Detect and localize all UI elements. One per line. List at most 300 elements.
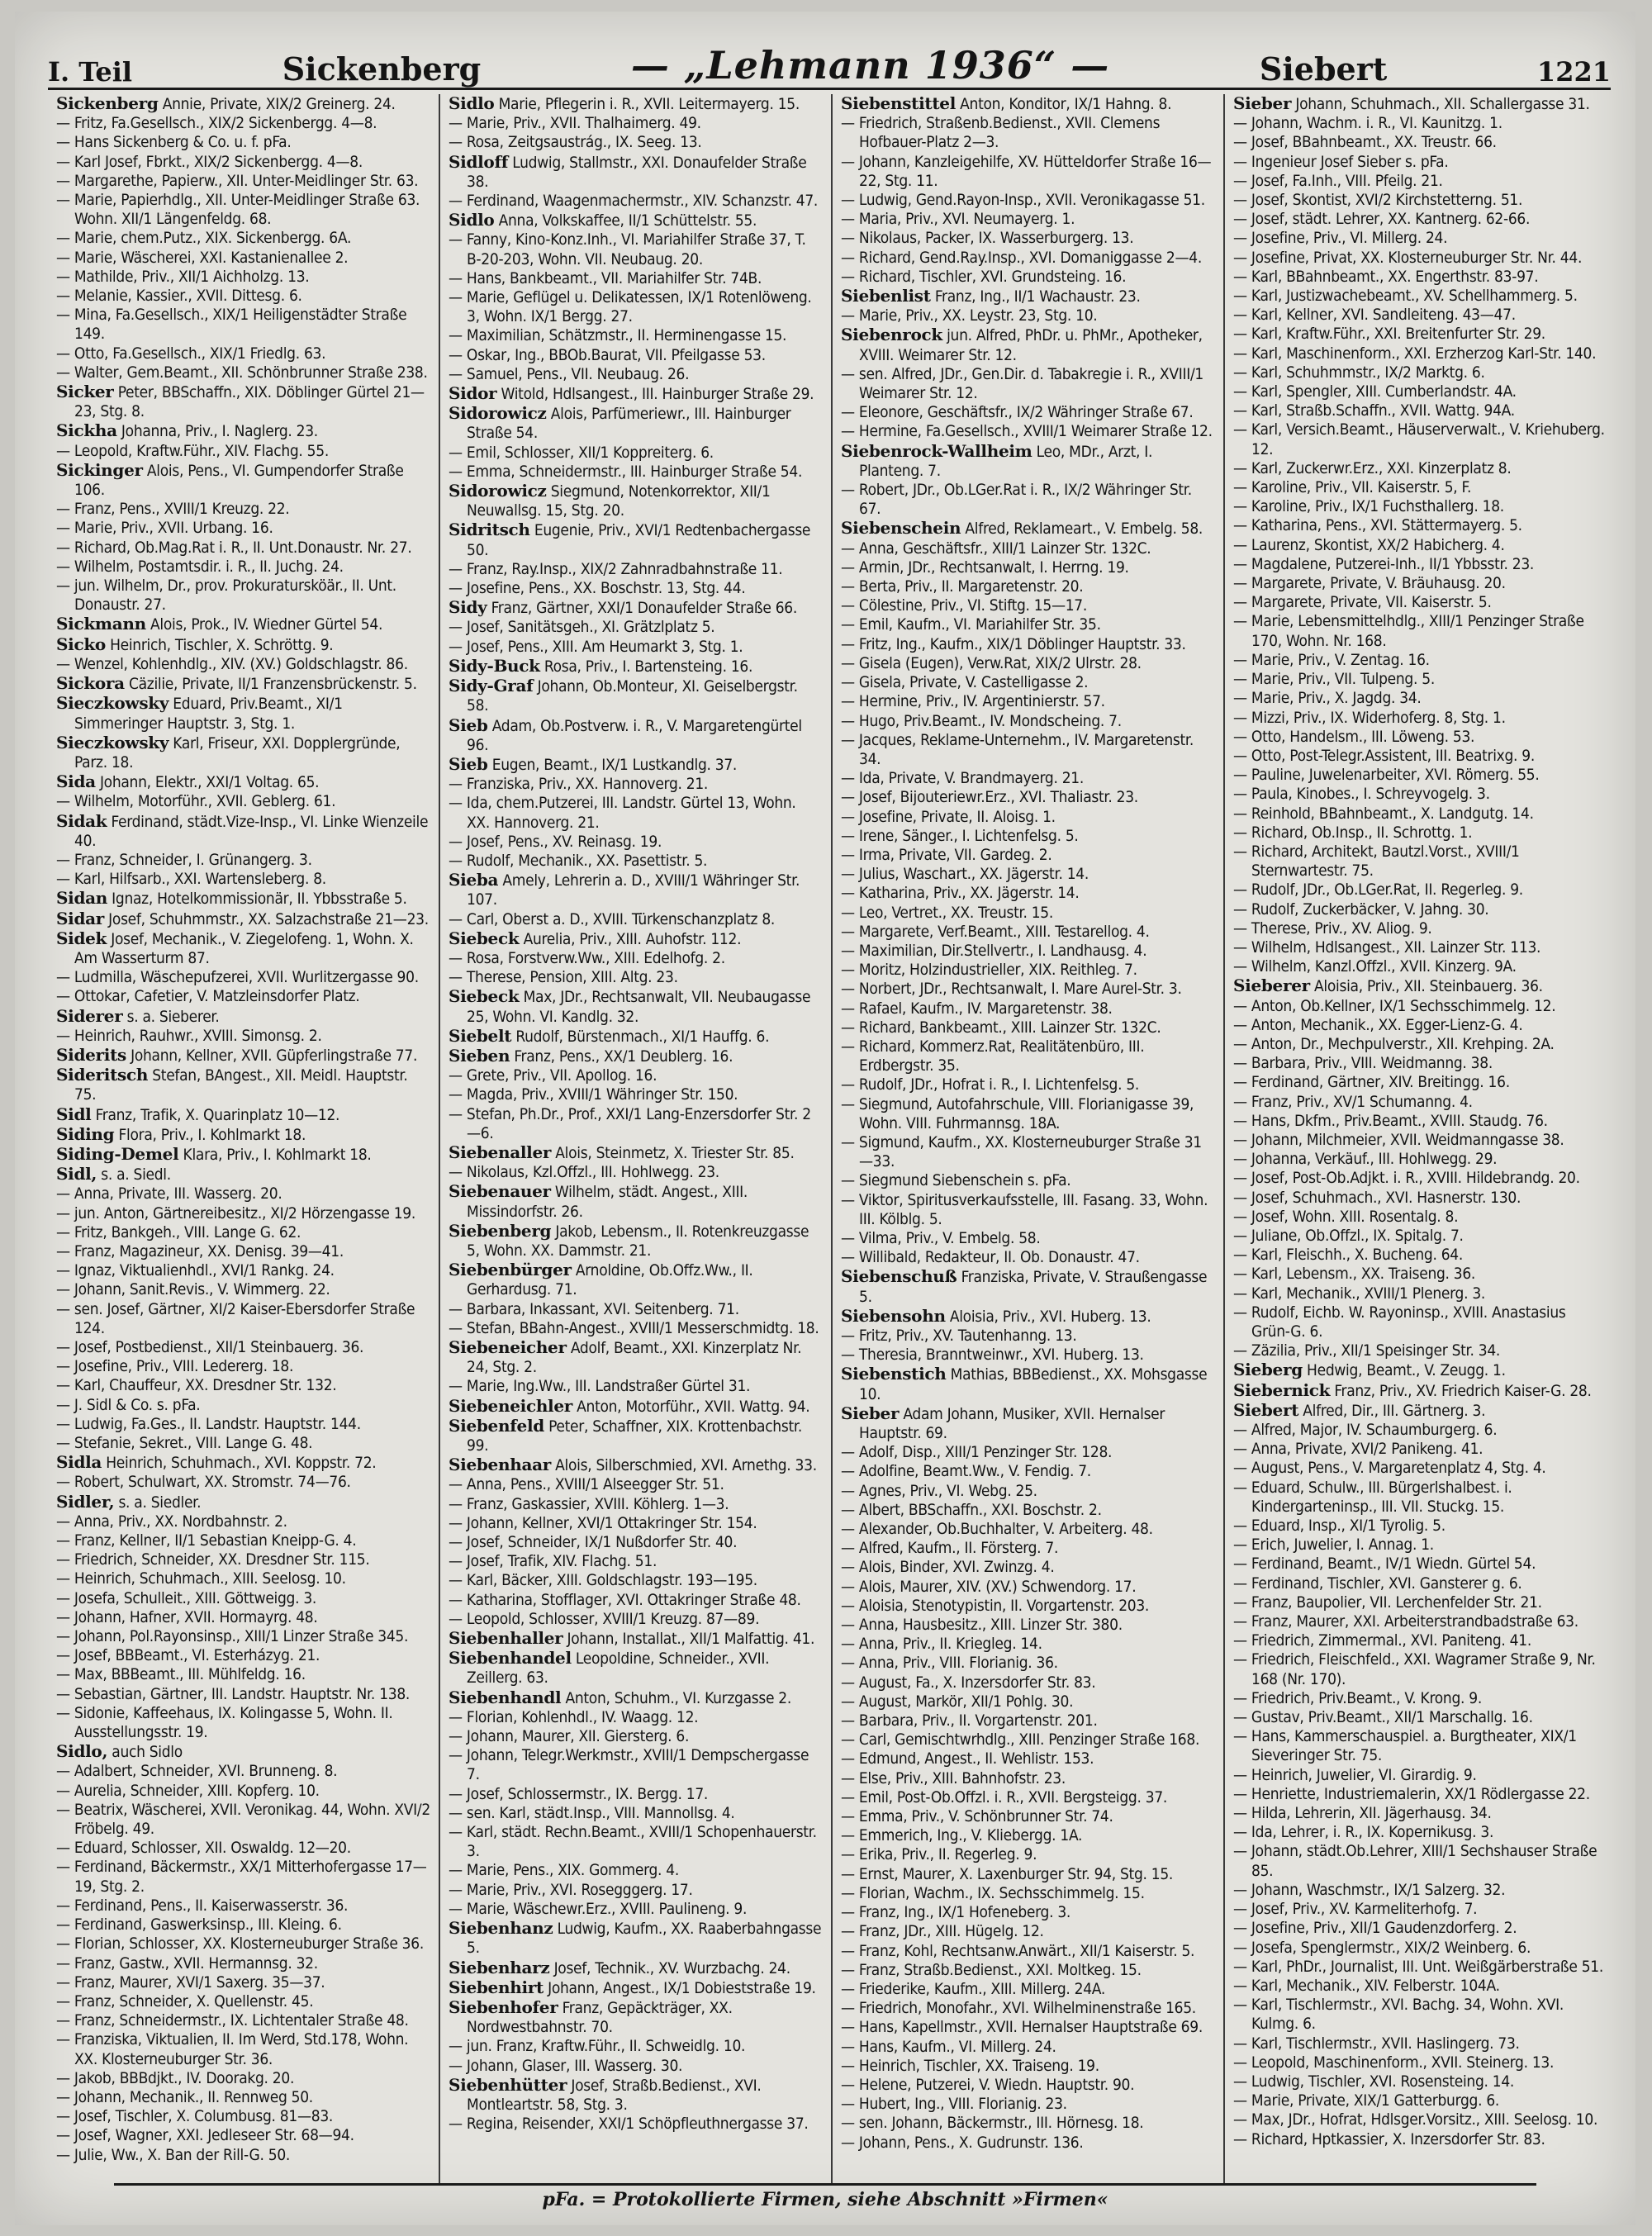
directory-entry [841,692,1215,711]
directory-entry [449,1066,823,1085]
entry-details: Alois, Steinmetz, X. Triester Str. 85. [555,1143,795,1162]
directory-entry [449,211,823,230]
entry-surname: Siebenschein [841,518,961,539]
directory-entry [841,558,1215,577]
entry-details: — Josef, Schneider, IX/1 Nußdorfer Str. 40. [449,1533,738,1552]
directory-entry [841,999,1215,1018]
entry-details: — Adolf, Disp., XIII/1 Penzinger Str. 128. [841,1443,1113,1462]
entry-surname: Siebenhirt [449,1977,544,1997]
directory-entry [841,2018,1215,2037]
entry-details: — Barbara, Priv., II. Vorgartenstr. 201. [841,1711,1098,1730]
directory-entry [56,812,430,851]
entry-details: — Johann, Mechanik., II. Rennweg 50. [56,2087,313,2106]
directory-entry [449,657,823,676]
directory-entry [56,1992,430,2011]
entry-details: — Hermine, Fa.Gesellsch., XVIII/1 Weimarer Straße 12. [841,422,1213,441]
entry-surname: Sidorowicz [449,403,547,424]
directory-entry [56,1685,430,1704]
directory-entry [841,1884,1215,1903]
directory-entry [1233,843,1607,881]
entry-surname: Siebeck [449,928,520,948]
entry-details: — Emil, Kaufm., VI. Mariahilfer Str. 35. [841,615,1101,634]
directory-entry [1233,249,1607,268]
directory-entry [1233,516,1607,535]
entry-details: Flora, Priv., I. Kohlmarkt 18. [118,1125,306,1144]
entry-details: — Franz, Ray.Insp., XIX/2 Zahnradbahnstraße 11. [449,559,783,578]
entry-details: — Karl, Maschinenform., XXI. Erzherzog Karl-Str. 140. [1233,344,1597,363]
directory-entry [1233,612,1607,650]
directory-entry [841,1942,1215,1961]
entry-surname: Siebenhandl [449,1687,562,1707]
entry-surname: Sidl [56,1104,92,1124]
directory-entry [56,909,430,929]
entry-details: Franz, Pens., XX/1 Deublerg. 16. [514,1047,733,1066]
directory-entry [841,884,1215,903]
entry-details: — Rudolf, JDr., Hofrat i. R., I. Lichtenfelsg. 5. [841,1075,1140,1094]
entry-details: — Alexander, Ob.Buchhalter, V. Arbeiterg. 48. [841,1520,1153,1539]
entry-details: — Maximilian, Dir.Stellvertr., I. Landhausg. 4. [841,941,1147,960]
directory-entry [449,192,823,211]
entry-details: — J. Sidl & Co. s. pFa. [56,1395,201,1414]
entry-details: — sen. Alfred, JDr., Gen.Dir. d. Tabakregie i. R., XVIII/1 Weimarer Str. 12. [841,364,1203,403]
directory-entry [1233,287,1607,306]
directory-entry [56,133,430,152]
directory-entry [841,712,1215,731]
directory-entry [449,1260,823,1299]
entry-details: Marie, Pflegerin i. R., XVII. Leitermayerg. 15. [498,95,800,113]
entry-details: Peter, Schaffner, XIX. Krottenbachstr. 99. [467,1417,802,1455]
entry-details: Josef, Technik., XV. Wurzbachg. 24. [553,1958,790,1977]
directory-entry [1233,574,1607,593]
entry-details: — Florian, Wachm., IX. Sechsschimmelg. 15. [841,1883,1145,1902]
directory-entry [1233,1555,1607,1574]
entry-details: Alois, Silberschmied, XVI. Arnethg. 33. [555,1456,817,1475]
directory-entry [841,1558,1215,1577]
directory-entry [841,1267,1215,1306]
entry-surname: Sieba [449,870,499,890]
directory-entry [841,1807,1215,1826]
entry-details: Leo, MDr., Arzt, I. Planteng. 7. [859,442,1153,480]
directory-entry [449,1552,823,1571]
entry-details: — Gisela, Private, V. Castelligasse 2. [841,673,1089,692]
entry-details: — Eduard, Schlosser, XII. Oswaldg. 12—20. [56,1839,351,1858]
entry-details: — Theresia, Branntweinwr., XVI. Huberg. 13. [841,1346,1144,1365]
directory-entry [449,1900,823,1919]
directory-entry [1233,1093,1607,1112]
entry-details: — Siegmund Siebenschein s. pFa. [841,1171,1071,1190]
directory-entry [1233,957,1607,976]
directory-entry [1233,1958,1607,1977]
entry-details: — Anna, Pens., XVIII/1 Alseegger Str. 51. [449,1475,724,1494]
directory-entry [841,2038,1215,2057]
directory-entry [56,1897,430,1916]
entry-details: Johann, Ob.Monteur, XI. Geiselbergstr. 58. [467,677,798,715]
directory-entry [449,618,823,637]
entry-surname: Siding [56,1123,115,1144]
directory-entry [1233,133,1607,152]
directory-entry [841,1922,1215,1941]
entry-details: — Hubert, Ing., VIII. Florianig. 23. [841,2095,1067,2114]
directory-entry [56,1357,430,1376]
directory-entry [1233,536,1607,555]
directory-entry [449,2057,823,2076]
directory-entry [841,1692,1215,1711]
directory-entry [56,733,430,772]
entry-details: — Irene, Sänger., I. Lichtenfelsg. 5. [841,826,1079,845]
entry-details: — Karl, Bäcker, XIII. Goldschlagstr. 193—195. [449,1571,757,1590]
directory-entry [56,1223,430,1242]
directory-entry [449,346,823,365]
entry-surname: Siebenhandel [449,1648,572,1669]
entry-details: — Franziska, Viktualien, II. Im Werd, Std.178, Wohn. XX. Klosterneuburger Str. 36. [56,2030,409,2068]
entry-details: — sen. Karl, städt.Insp., VIII. Mannollsg. 4. [449,1803,735,1822]
entry-details: — Richard, Tischler, XVI. Grundsteing. 16. [841,267,1127,286]
entry-details: Jakob, Lebensm., II. Rotenkreuzgasse 5, Wohn. XX. Dammstr. 21. [467,1222,809,1260]
entry-details: — Franz, Kellner, II/1 Sebastian Kneipp-G. 4. [56,1531,357,1550]
directory-entry [449,1163,823,1182]
entry-surname: Sidan [56,888,108,909]
directory-entry [449,1861,823,1880]
entry-details: — Marie, Pens., XIX. Gommerg. 4. [449,1861,680,1880]
entry-surname: Sieberer [1233,976,1310,996]
directory-entry [1233,1766,1607,1785]
entry-details: — Josef, Fa.Inh., VIII. Pfeilg. 21. [1233,171,1443,190]
directory-entry [1233,1631,1607,1650]
entry-details: — Josef, BBahnbeamt., XX. Treustr. 66. [1233,133,1497,152]
directory-entry [841,325,1215,364]
directory-entry [56,635,430,655]
entry-details: — Karl, Versich.Beamt., Häuserverwalt., V. Kriehuberg. 12. [1233,420,1605,458]
directory-entry [1233,1842,1607,1880]
directory-entry [449,1377,823,1396]
entry-details: Adolf, Beamt., XXI. Kinzerplatz Nr. 24, Stg. 2. [467,1339,802,1377]
directory-entry [449,1514,823,1533]
entry-details: — Fritz, Ing., Kaufm., XIX/1 Döblinger Hauptstr. 33. [841,634,1186,653]
entry-details: — Wilhelm, Kanzl.Offzl., XVII. Kinzerg. 9A. [1233,957,1517,976]
directory-entry [841,1961,1215,1980]
entry-details: Heinrich, Schuhmach., XVI. Koppstr. 72. [106,1454,377,1473]
entry-details: Johann, Kellner, XVII. Güpferlingstraße 77. [131,1046,418,1065]
directory-entry [841,422,1215,441]
directory-entry [841,1999,1215,2018]
directory-entry [841,1191,1215,1229]
directory-entry [449,1785,823,1804]
entry-details: — Fritz, Priv., XV. Tautenhanng. 13. [841,1327,1077,1345]
entry-details: — Richard, Ob.Insp., II. Schrottg. 1. [1233,823,1473,842]
entry-details: Max, JDr., Rechtsanwalt, VII. Neubaugasse 25, Wohn. VI. Kandlg. 32. [467,988,811,1026]
directory-entry [56,1646,430,1665]
entry-details: — Josefine, Priv., XII/1 Gaudenzdorferg. 2. [1233,1919,1517,1938]
directory-entry [56,1280,430,1299]
entry-details: — Josef, Trafik, XIV. Flachg. 51. [449,1552,657,1571]
directory-entry [56,968,430,987]
directory-entry [56,1954,430,1973]
entry-details: — Eleonore, Geschäftsfr., IX/2 Währinger Straße 67. [841,403,1194,422]
directory-entry [1233,785,1607,804]
directory-entry [1233,420,1607,458]
entry-details: — Maria, Priv., XVI. Neumayerg. 1. [841,210,1075,229]
entry-details: Mathias, BBBedienst., XX. Mohsgasse 10. [859,1365,1208,1403]
directory-entry [841,1327,1215,1346]
directory-entry [56,1007,430,1027]
column-1 [48,94,440,2184]
entry-details: — Norbert, JDr., Rechtsanwalt, I. Mare Aurel-Str. 3. [841,980,1182,999]
directory-entry [1233,1881,1607,1900]
entry-details: — Anton, Mechanik., XX. Egger-Lienz-G. 4. [1233,1015,1523,1034]
entry-details: — Ingenieur Josef Sieber s. pFa. [1233,152,1449,171]
entry-details: — Rafael, Kaufm., IV. Margaretenstr. 38. [841,999,1113,1018]
directory-entry [56,694,430,733]
directory-entry [56,287,430,306]
directory-entry [449,579,823,598]
directory-entry [841,1673,1215,1692]
directory-entry [56,500,430,519]
entry-details: — Fanny, Kino-Konz.Inh., VI. Mariahilfer Straße 37, T. B-20-203, Wohn. VII. Neubaug. 20. [449,230,806,268]
entry-details: — Hilda, Lehrerin, XII. Jägerhausg. 34. [1233,1804,1492,1823]
entry-details: — Josefine, Privat, XX. Klosterneuburger Str. Nr. 44. [1233,248,1583,267]
entry-details: Johanna, Priv., I. Naglerg. 23. [121,422,318,441]
entry-details: Josef, Mechanik., V. Ziegelofeng. 1, Wohn. X. Am Wasserturm 87. [74,929,414,967]
directory-entry [1233,344,1607,363]
directory-entry [1233,1574,1607,1593]
entry-surname: Sidek [56,928,107,948]
entry-details: — Franz, Schneidermstr., IX. Lichtentaler Straße 48. [56,2011,409,2030]
entry-details: — Heinrich, Rauhwr., XVIII. Simonsg. 2. [56,1026,322,1045]
directory-entry [841,1980,1215,1999]
entry-details: — Johann, Sanit.Revis., V. Wimmerg. 22. [56,1280,330,1299]
directory-entry [1233,229,1607,248]
directory-entry [449,987,823,1026]
directory-entry [1233,2130,1607,2149]
entry-details: — Hans, Kapellmstr., XVII. Hernalser Hauptstraße 69. [841,2018,1203,2037]
directory-entry [841,1654,1215,1673]
entry-details: — Karl, Tischlermstr., XVII. Haslingerg. 73. [1233,2034,1520,2053]
entry-surname: Siebenhaller [449,1628,563,1649]
entry-details: Franz, Gepäckträger, XX. Nordwestbahnstr. 70. [467,1998,733,2037]
entry-details: — Heinrich, Tischler, XX. Traiseng. 19. [841,2056,1099,2075]
entry-details: — Wenzel, Kohlenhdlg., XIV. (XV.) Goldschlagstr. 86. [56,654,408,673]
directory-entry [56,1046,430,1066]
entry-details: Rosa, Priv., I. Bartensteing. 16. [544,657,753,676]
entry-details: — Josefine, Private, II. Aloisg. 1. [841,807,1056,826]
entry-details: Ludwig, Stallmstr., XXI. Donaufelder Straße 38. [467,153,807,191]
directory-entry [841,980,1215,999]
directory-entry [56,1338,430,1357]
directory-entry [56,1608,430,1627]
directory-entry [841,1903,1215,1922]
entry-details: Josef, Schuhmmstr., XX. Salzachstraße 21—23. [108,909,429,928]
directory-entry [841,577,1215,596]
entry-details: — Reinhold, BBahnbeamt., X. Landgutg. 14. [1233,804,1534,823]
entry-details: Eugenie, Priv., XVI/1 Redtenbachergasse 50. [467,521,811,559]
directory-entry [1233,478,1607,497]
directory-entry [56,191,430,229]
entry-details: — Karl, Mechanik., XIV. Felberstr. 104A. [1233,1976,1500,1995]
directory-entry [449,230,823,268]
entry-surname: Sidla [56,1452,102,1473]
entry-details: — Hans, Bankbeamt., VII. Mariahilfer Str. 74B. [449,268,762,287]
entry-details: — Pauline, Juwelenarbeiter, XVI. Römerg. 55. [1233,766,1540,785]
directory-entry [841,808,1215,827]
directory-entry [56,1473,430,1492]
entry-details: — Richard, Hptkassier, X. Inzersdorfer Str. 83. [1233,2129,1545,2148]
entry-details: Amely, Lehrerin a. D., XVIII/1 Währinger Str. 107. [467,871,800,909]
directory-entry [56,1782,430,1801]
entry-details: — Willibald, Redakteur, II. Ob. Donaustr. 47. [841,1248,1140,1267]
directory-entry [841,788,1215,807]
directory-entry [1233,459,1607,478]
entry-surname: Sickora [56,673,125,694]
directory-entry [1233,1035,1607,1054]
entry-details: Johann, Angest., IX/1 Dobieststraße 19. [548,1978,816,1997]
directory-entry [56,1762,430,1781]
entry-details: — Mina, Fa.Gesellsch., XIX/1 Heiligenstädter Straße 149. [56,306,407,344]
directory-entry [1233,191,1607,210]
directory-entry [841,442,1215,481]
entry-surname: Sidlo [449,94,495,113]
entry-surname: Siebenfeld [449,1415,544,1436]
directory-entry [841,403,1215,422]
entry-details: — Wilhelm, Motorführ., XVII. Geblerg. 61. [56,792,336,811]
directory-entry [56,1531,430,1550]
directory-entry [449,775,823,794]
directory-entry [56,519,430,538]
entry-details: — Beatrix, Wäscherei, XVII. Veronikag. 44, Wohn. XVI/2 Fröbelg. 49. [56,1800,430,1839]
directory-columns [48,94,1616,2184]
directory-entry [841,2114,1215,2133]
entry-details: — Franz, Maurer, XVI/1 Saxerg. 35—37. [56,1973,325,1992]
directory-entry [1233,1112,1607,1131]
entry-details: — Marie, Priv., VII. Tulpeng. 5. [1233,670,1435,689]
directory-entry [1233,997,1607,1016]
entry-surname: Sidlo [449,210,495,230]
entry-surname: Sieczkowsky [56,732,169,752]
entry-details: — Friedrich, Straßenb.Bedienst., XVII. Clemens Hofbauer-Platz 2—3. [841,114,1161,152]
directory-entry [1233,651,1607,670]
directory-entry [841,539,1215,558]
entry-details: — Friedrich, Fleischfeld., XXI. Wagramer Straße 9, Nr. 168 (Nr. 170). [1233,1650,1596,1688]
directory-entry [449,384,823,404]
directory-entry [56,2069,430,2088]
directory-entry [56,1415,430,1434]
entry-details: — Karl, Lebensm., XX. Traiseng. 36. [1233,1265,1476,1284]
directory-entry [449,1649,823,1688]
directory-entry [449,1338,823,1377]
entry-details: — jun. Wilhelm, Dr., prov. Prokuratursköär., II. Unt. Donaustr. 27. [56,577,396,615]
entry-details: — Margarete, Verf.Beamt., XIII. Testarellog. 4. [841,922,1150,941]
entry-details: — Carl, Gemischtwrhdlg., XIII. Penzinger Straße 168. [841,1730,1200,1749]
page-footer: pFa. = Protokollierte Firmen, siehe Abschnitt »Firmen« [114,2183,1536,2215]
entry-details: Johann, Elektr., XXI/1 Voltag. 65. [99,773,320,792]
directory-entry [1233,881,1607,900]
entry-surname: Siebernick [1233,1379,1331,1400]
directory-entry [56,772,430,792]
entry-details: — Anna, Priv., XX. Nordbahnstr. 2. [56,1512,287,1531]
directory-entry [449,560,823,579]
entry-details: — Friedrich, Schneider, XX. Dresdner Str. 115. [56,1550,370,1569]
directory-entry [1233,728,1607,747]
directory-entry [56,539,430,558]
entry-details: s. a. Siedl. [101,1165,171,1184]
entry-details: — Josef, Priv., XV. Karmeliterhofg. 7. [1233,1900,1478,1919]
entry-details: — Margarete, Private, V. Bräuhausg. 20. [1233,574,1506,593]
directory-entry [1233,1131,1607,1150]
directory-entry [56,1704,430,1742]
directory-entry [1233,824,1607,843]
entry-details: Ludwig, Kaufm., XX. Raaberbahngasse 5. [467,1920,822,1958]
directory-entry [56,421,430,441]
entry-details: — Melanie, Kassier., XVII. Dittesg. 6. [56,287,302,306]
entry-details: — Margarete, Private, VII. Kaiserstr. 5. [1233,593,1492,612]
entry-details: — Nikolaus, Packer, IX. Wasserburgerg. 13. [841,229,1134,248]
entry-details: Heinrich, Tischler, X. Schröttg. 9. [110,635,334,654]
directory-entry [841,365,1215,403]
directory-entry [449,1591,823,1610]
directory-entry [1233,1421,1607,1440]
directory-entry [449,2115,823,2134]
directory-entry [1233,94,1607,114]
entry-details: — Marie, Private, XIX/1 Gatterburgg. 6. [1233,2091,1500,2110]
directory-entry [1233,401,1607,420]
entry-details: — Carl, Oberst a. D., XVIII. Türkenschanzplatz 8. [449,909,776,928]
entry-details: — Margarethe, Papierw., XII. Unter-Meidlinger Str. 63. [56,171,419,190]
directory-entry [841,654,1215,673]
entry-details: — Karl, Mechanik., XVIII/1 Plenerg. 3. [1233,1284,1486,1303]
entry-details: Anton, Motorführ., XVII. Wattg. 94. [577,1397,810,1416]
directory-entry [449,968,823,987]
directory-entry [449,1610,823,1629]
entry-details: — Sidonie, Kaffeehaus, IX. Kolingasse 5, Wohn. II. Ausstellungsstr. 19. [56,1703,393,1742]
directory-entry [449,794,823,832]
directory-entry [841,268,1215,287]
entry-details: — Sigmund, Kaufm., XX. Klosterneuburger Straße 31—33. [841,1132,1202,1171]
entry-surname: Siebert [1233,1399,1299,1420]
entry-surname: Sickinger [56,459,143,480]
directory-entry [1233,1689,1607,1708]
entry-details: — Anton, Dr., Mechpulverstr., XII. Krehping. 2A. [1233,1034,1555,1053]
entry-details: Adam Johann, Musiker, XVII. Hernalser Hauptstr. 69. [859,1404,1165,1443]
directory-entry [56,153,430,172]
entry-details: — Barbara, Inkassant, XVI. Seitenberg. 71. [449,1299,739,1318]
entry-details: — Stefan, BBahn-Angest., XVIII/1 Messerschmidtg. 18. [449,1318,819,1337]
entry-details: — Gustav, Priv.Beamt., XII/1 Marschallg. 16. [1233,1708,1533,1727]
directory-entry [841,191,1215,210]
entry-details: — Marie, Priv., XVII. Urbang. 16. [56,519,273,538]
directory-entry [449,1027,823,1047]
directory-entry [1233,1919,1607,1938]
directory-entry [841,1501,1215,1520]
entry-surname: Sieberg [1233,1360,1303,1380]
entry-details: Aurelia, Priv., XIII. Auhofstr. 112. [523,929,742,948]
directory-entry [56,1935,430,1954]
entry-details: — Grete, Priv., VII. Apollog. 16. [449,1066,657,1085]
entry-details: — Alois, Maurer, XIV. (XV.) Schwendorg. 17. [841,1577,1137,1596]
directory-entry [56,363,430,382]
entry-details: Franziska, Private, V. Straußengasse 5. [859,1268,1208,1306]
entry-details: — Johann, Kellner, XVI/1 Ottakringer Str. 154. [449,1513,757,1532]
entry-surname: Sidloff [449,151,509,172]
entry-details: — Hugo, Priv.Beamt., IV. Mondscheing. 7. [841,711,1122,730]
directory-entry [841,153,1215,191]
directory-entry [1233,1246,1607,1265]
directory-entry [841,1229,1215,1248]
entry-details: — Walter, Gem.Beamt., XII. Schönbrunner Straße 238. [56,363,428,382]
directory-entry [1233,325,1607,344]
directory-entry [1233,1536,1607,1555]
entry-details: — Karl, Tischlermstr., XVI. Bachg. 34, Wohn. XVI. Kulmg. 6. [1233,1996,1564,2034]
entry-surname: Sieben [449,1045,510,1066]
entry-surname: Siderer [56,1005,123,1026]
